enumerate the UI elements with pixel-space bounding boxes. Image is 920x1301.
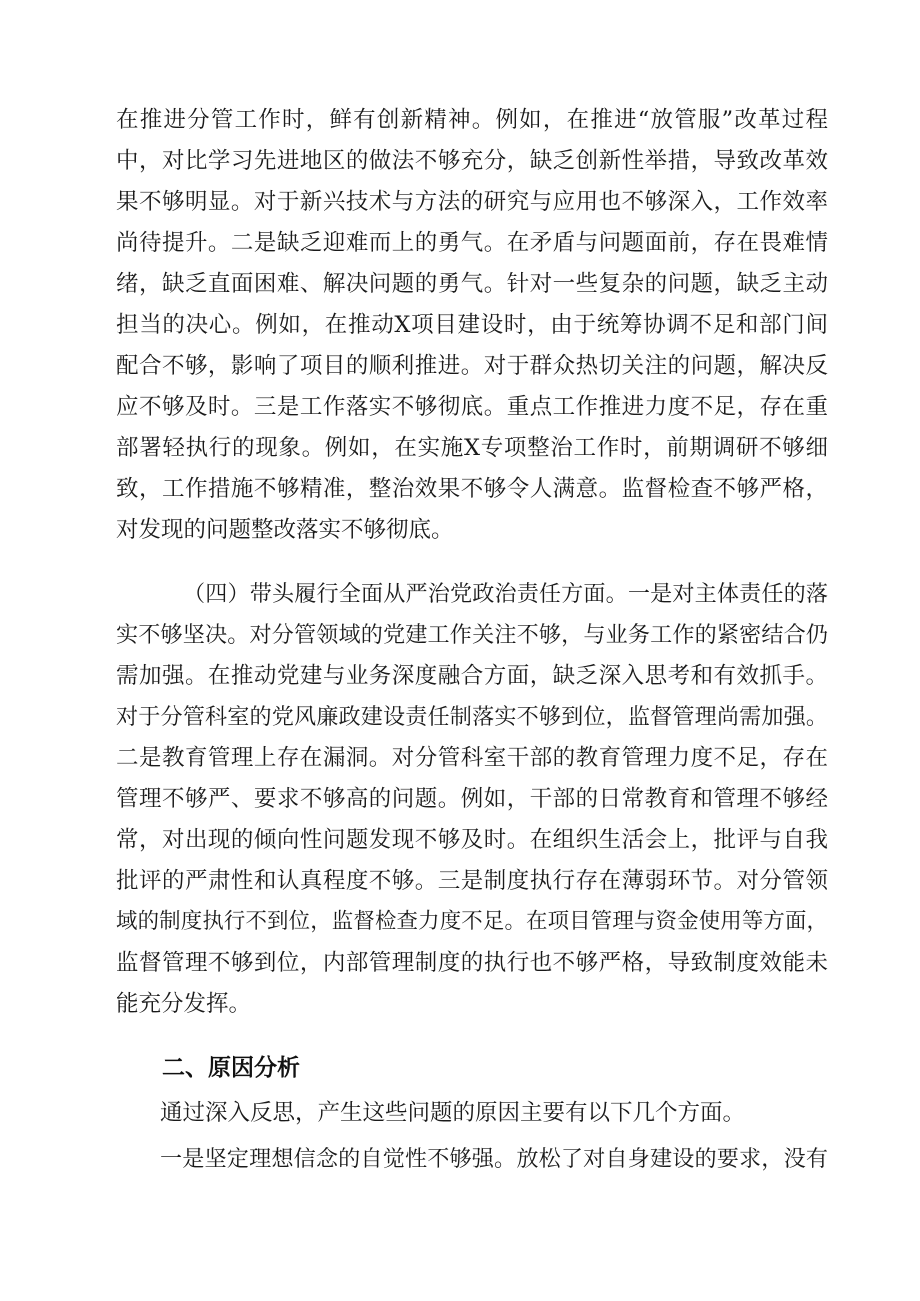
paragraph-line: 果不够明显。对于新兴技术与方法的研究与应用也不够深入，工作效率: [116, 189, 828, 215]
paragraph-line: 对于分管科室的党风廉政建设责任制落实不够到位，监督管理尚需加强。: [116, 704, 828, 730]
paragraph-line: 域的制度执行不到位，监督检查力度不足。在项目管理与资金使用等方面，: [116, 909, 828, 934]
paragraph-line: 管理不够严、要求不够高的问题。例如，干部的日常教育和管理不够经: [116, 786, 828, 812]
paragraph-line: 对发现的问题整改落实不够彻底。: [116, 517, 454, 543]
section-heading: 二、原因分析: [162, 1055, 300, 1081]
paragraph-line: （四）带头履行全面从严治党政治责任方面。一是对主体责任的落: [183, 581, 828, 607]
paragraph-3: 通过深入反思，产生这些问题的原因主要有以下几个方面。: [160, 1100, 746, 1126]
paragraph-line: 批评的严肃性和认真程度不够。三是制度执行存在薄弱环节。对分管领: [116, 868, 828, 894]
paragraph-line: 常，对出现的倾向性问题发现不够及时。在组织生活会上，批评与自我: [116, 827, 828, 853]
paragraph-4: 一是坚定理想信念的自觉性不够强。放松了对自身建设的要求，没有: [160, 1146, 828, 1172]
paragraph-line: 尚待提升。二是缺乏迎难而上的勇气。在矛盾与问题面前，存在畏难情: [116, 230, 828, 256]
paragraph-line: 配合不够，影响了项目的顺利推进。对于群众热切关注的问题，解决反: [116, 353, 828, 379]
paragraph-line: 致，工作措施不够精准，整治效果不够令人满意。监督检查不够严格，: [116, 476, 828, 502]
paragraph-line: 需加强。在推动党建与业务深度融合方面，缺乏深入思考和有效抓手。: [116, 663, 828, 689]
paragraph-line: 绪，缺乏直面困难、解决问题的勇气。针对一些复杂的问题，缺乏主动: [116, 271, 828, 297]
paragraph-line: 二是教育管理上存在漏洞。对分管科室干部的教育管理力度不足，存在: [116, 745, 828, 771]
paragraph-line: 应不够及时。三是工作落实不够彻底。重点工作推进力度不足，存在重: [116, 394, 828, 420]
paragraph-line: 实不够坚决。对分管领域的党建工作关注不够，与业务工作的紧密结合仍: [116, 622, 828, 648]
paragraph-line: 部署轻执行的现象。例如，在实施X专项整治工作时，前期调研不够细: [116, 435, 828, 461]
paragraph-line: 中，对比学习先进地区的做法不够充分，缺乏创新性举措，导致改革效: [116, 148, 828, 174]
paragraph-line: 能充分发挥。: [116, 991, 252, 1017]
paragraph-line: 在推进分管工作时，鲜有创新精神。例如，在推进“放管服”改革过程: [116, 107, 828, 133]
paragraph-line: 担当的决心。例如，在推动X项目建设时，由于统筹协调不足和部门间: [116, 312, 828, 338]
paragraph-line: 监督管理不够到位，内部管理制度的执行也不够严格，导致制度效能未: [116, 950, 828, 976]
